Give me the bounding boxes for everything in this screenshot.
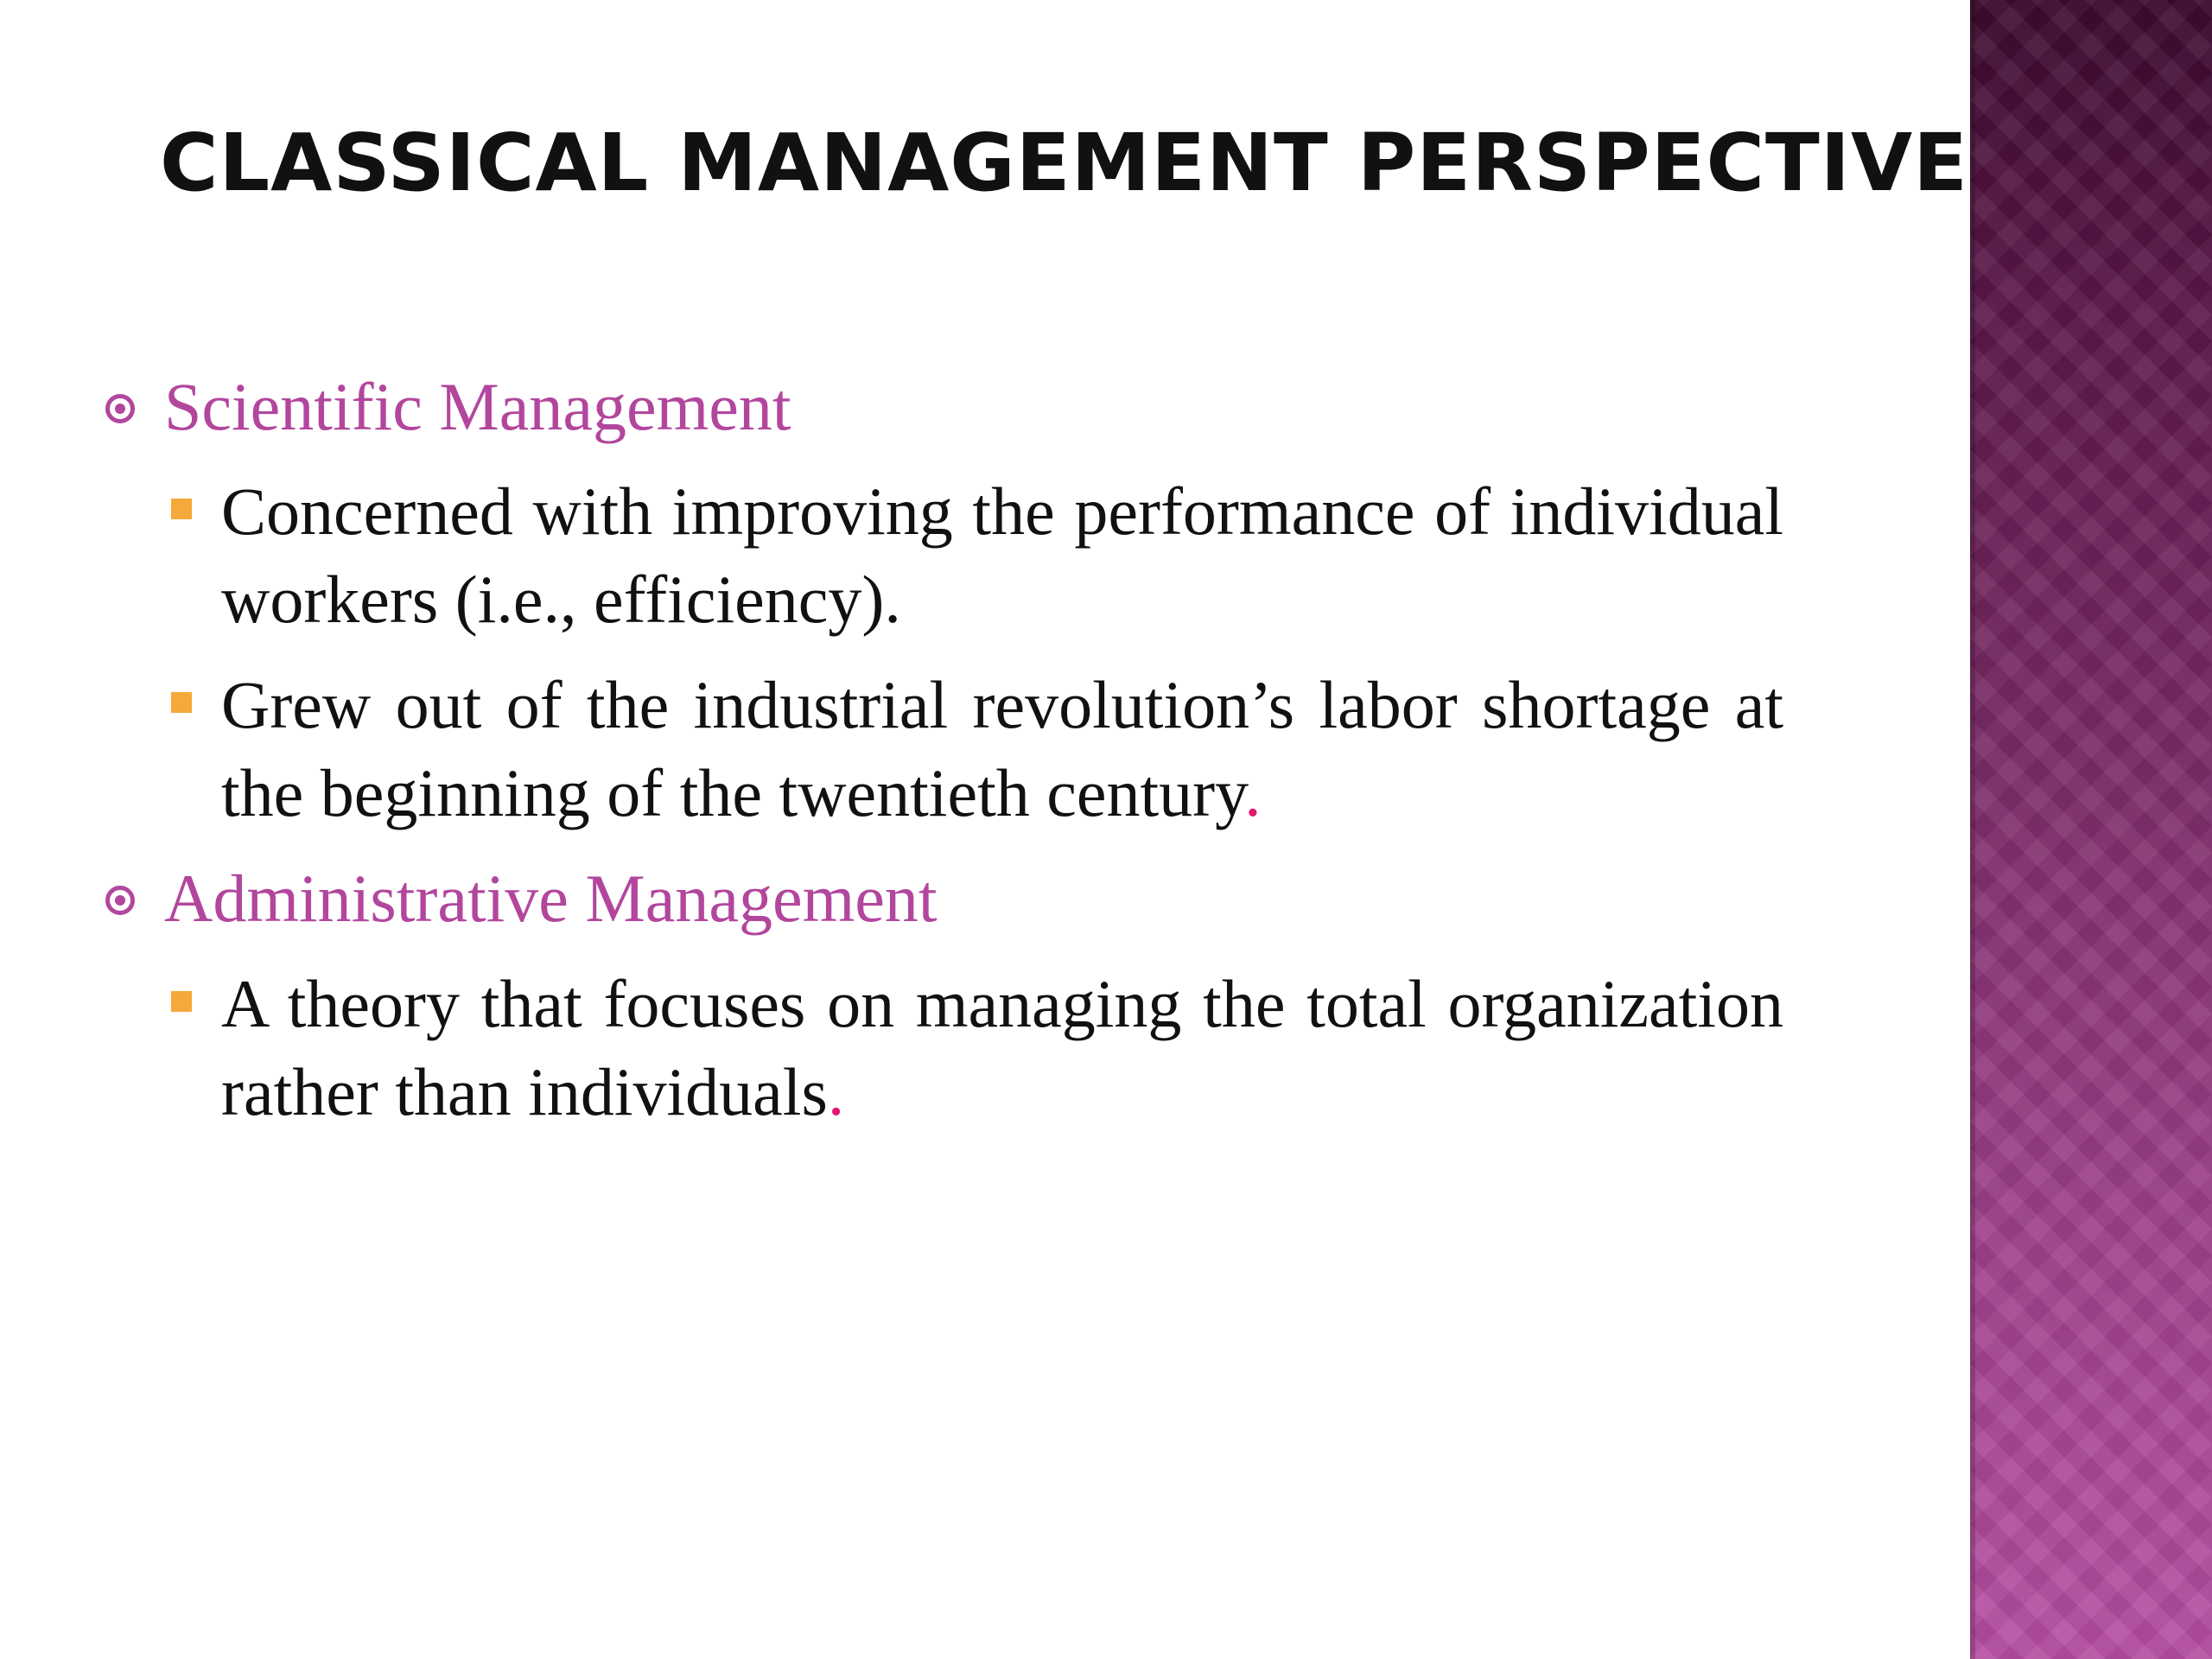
bullet-item: [221, 467, 1783, 644]
slide-title: CLASSICAL MANAGEMENT PERSPECTIVE: [160, 117, 1969, 209]
bullet-item: [221, 960, 1783, 1136]
bullet-text: Grew out of the industrial revolution’s labor shortage at the beginning of the twentieth century: [221, 667, 1783, 831]
circled-dot-icon: [105, 886, 135, 915]
slide-content: [95, 363, 1783, 1154]
decorative-side-band: [1970, 0, 2212, 1659]
section-heading-text: Scientific Management: [164, 369, 791, 444]
square-bullet-icon: [171, 692, 192, 713]
square-bullet-icon: [171, 499, 192, 519]
bullet-period: .: [827, 1053, 845, 1129]
bullet-item: [221, 661, 1783, 837]
bullet-period: .: [1244, 755, 1262, 831]
circled-dot-icon: [105, 394, 135, 423]
bullet-period: .: [884, 562, 901, 638]
section-heading-text: Administrative Management: [164, 861, 938, 937]
bullet-text: Concerned with improving the performance of individual workers (i.e., efficiency): [221, 474, 1783, 638]
section-heading-scientific-management: [95, 363, 1780, 450]
section-heading-administrative-management: [95, 855, 1780, 942]
square-bullet-icon: [171, 991, 192, 1012]
bullet-text: A theory that focuses on managing the total organization rather than individuals: [221, 965, 1783, 1129]
